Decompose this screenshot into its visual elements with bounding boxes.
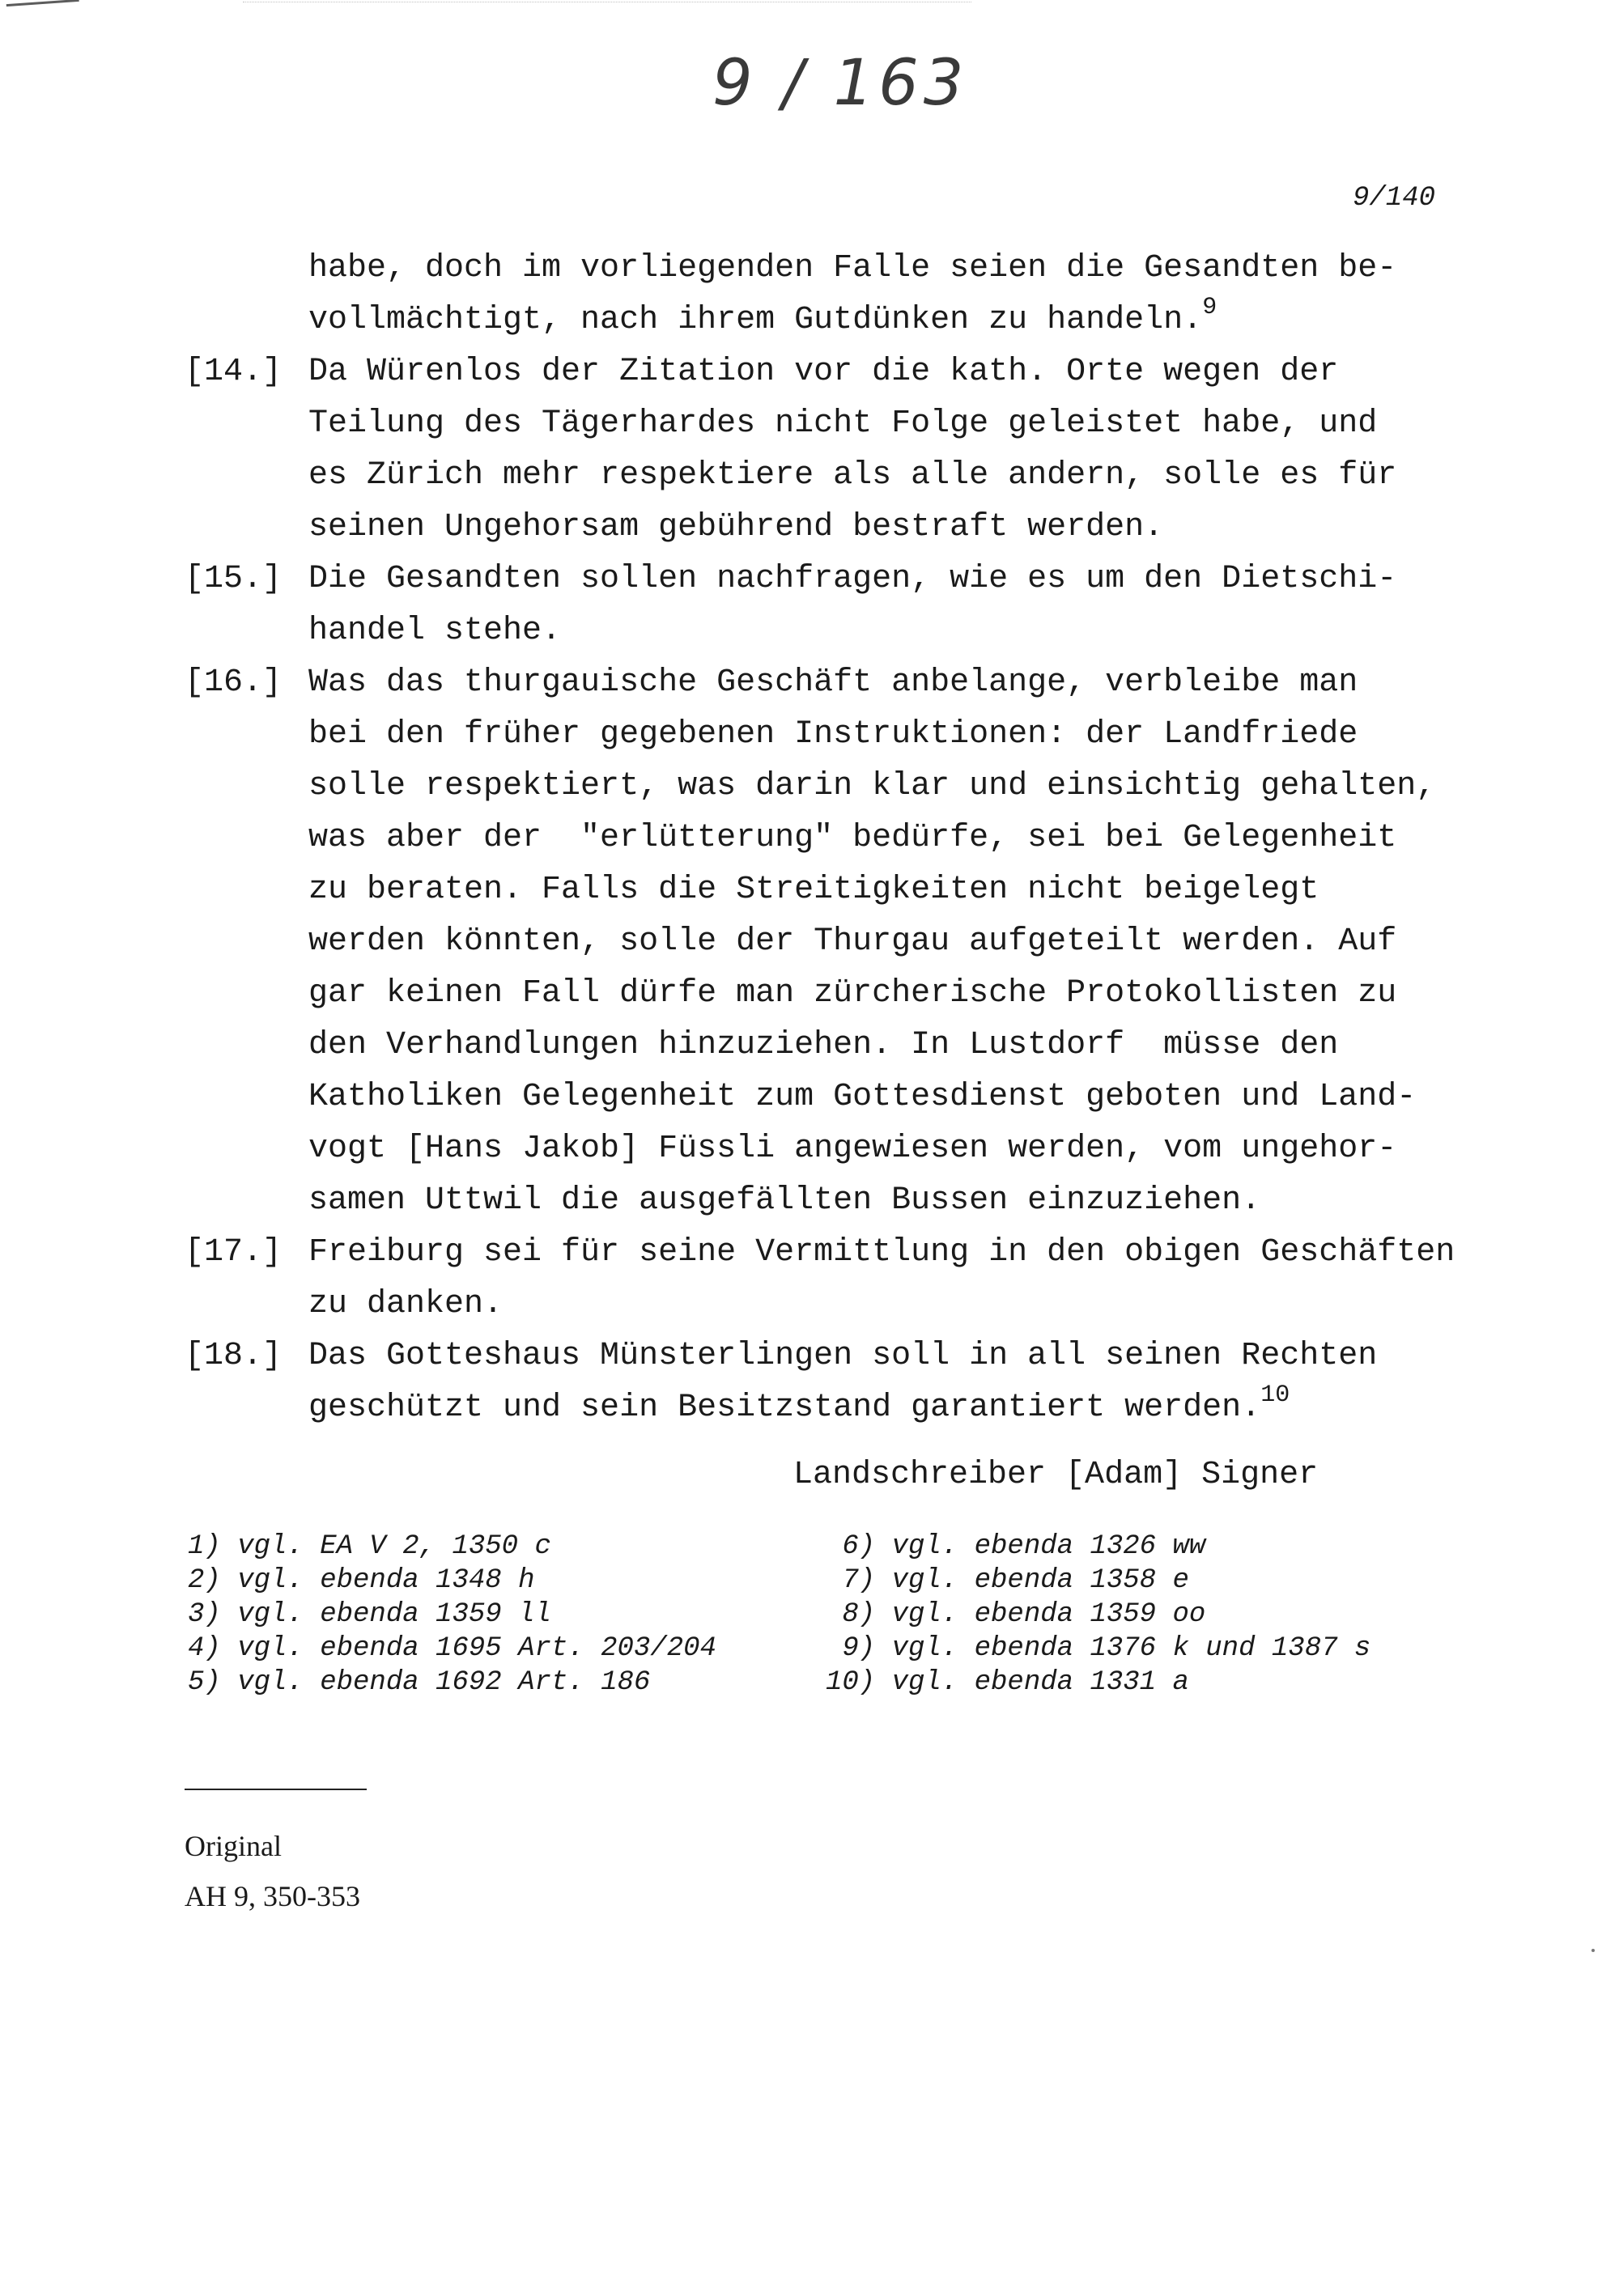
source-divider bbox=[185, 1789, 367, 1790]
footnotes-right bbox=[826, 1530, 1370, 1700]
text-line: werden könnten, solle der Thurgau aufgeteilt werden. Auf bbox=[308, 923, 1397, 960]
text-line: Was das thurgauische Geschäft anbelange, verbleibe man bbox=[308, 664, 1358, 701]
text-line: solle respektiert, was darin klar und einsichtig gehalten, bbox=[308, 768, 1436, 804]
text-line: gar keinen Fall dürfe man zürcherische Protokollisten zu bbox=[308, 975, 1397, 1012]
paragraph-number: [17.] bbox=[185, 1234, 283, 1271]
text-line: samen Uttwil die ausgefällten Bussen einzuziehen. bbox=[308, 1182, 1261, 1219]
text-line: Das Gotteshaus Münsterlingen soll in all seinen Rechten bbox=[308, 1338, 1378, 1374]
footnotes-left bbox=[188, 1530, 716, 1700]
footnote: 7) vgl. ebenda 1358 e bbox=[826, 1565, 1189, 1596]
footnote: 3) vgl. ebenda 1359 ll bbox=[188, 1599, 551, 1630]
text-line: Die Gesandten sollen nachfragen, wie es um den Dietschi- bbox=[308, 561, 1397, 597]
paragraph-15 bbox=[185, 554, 1480, 657]
source-reference bbox=[185, 1821, 360, 1921]
footnote: 6) vgl. ebenda 1326 ww bbox=[826, 1531, 1206, 1562]
text-line bbox=[308, 295, 1480, 346]
paragraph-16 bbox=[185, 657, 1480, 1227]
page-number: 9/140 bbox=[1352, 183, 1435, 214]
source-ref: AH 9, 350-353 bbox=[185, 1880, 360, 1912]
text-line: seinen Ungehorsam gebührend bestraft werden. bbox=[308, 509, 1164, 545]
paragraph-number: [14.] bbox=[185, 354, 283, 390]
paragraph-number: [18.] bbox=[185, 1338, 283, 1374]
footnote: 9) vgl. ebenda 1376 k und 1387 s bbox=[826, 1633, 1371, 1664]
scan-artifact-mark bbox=[6, 0, 80, 13]
text-line: habe, doch im vorliegenden Falle seien die Gesandten be- bbox=[308, 250, 1397, 286]
body-text bbox=[185, 243, 1480, 1434]
text-line: Katholiken Gelegenheit zum Gottesdienst geboten und Land- bbox=[308, 1079, 1417, 1115]
paragraph-14 bbox=[185, 346, 1480, 554]
footnote: 2) vgl. ebenda 1348 h bbox=[188, 1565, 535, 1596]
scan-artifact-dot bbox=[1591, 1949, 1595, 1952]
text-line: den Verhandlungen hinzuziehen. In Lustdorf müsse den bbox=[308, 1027, 1339, 1063]
footnote-ref: 10 bbox=[1260, 1381, 1290, 1409]
footnote: 8) vgl. ebenda 1359 oo bbox=[826, 1599, 1206, 1630]
text-line: Freiburg sei für seine Vermittlung in den obigen Geschäften bbox=[308, 1234, 1455, 1271]
paragraph-18 bbox=[185, 1330, 1480, 1434]
text-line: es Zürich mehr respektiere als alle andern, solle es für bbox=[308, 457, 1397, 494]
text-line: handel stehe. bbox=[308, 613, 562, 649]
paragraph-number: [16.] bbox=[185, 664, 283, 701]
footnote: 1) vgl. EA V 2, 1350 c bbox=[188, 1531, 551, 1562]
footnote: 4) vgl. ebenda 1695 Art. 203/204 bbox=[188, 1633, 716, 1664]
footnote: 10) vgl. ebenda 1331 a bbox=[826, 1667, 1189, 1698]
paragraph-number: [15.] bbox=[185, 561, 283, 597]
text-line: zu danken. bbox=[308, 1286, 504, 1322]
source-label: Original bbox=[185, 1830, 282, 1862]
text-line: was aber der "erlütterung" bedürfe, sei bei Gelegenheit bbox=[308, 820, 1397, 856]
paragraph-continuation bbox=[185, 243, 1480, 346]
text-line: zu beraten. Falls die Streitigkeiten nicht beigelegt bbox=[308, 872, 1319, 908]
footnote: 5) vgl. ebenda 1692 Art. 186 bbox=[188, 1667, 651, 1698]
text-line-content: vollmächtigt, nach ihrem Gutdünken zu handeln. bbox=[308, 302, 1203, 338]
text-line: bei den früher gegebenen Instruktionen: der Landfriede bbox=[308, 716, 1358, 753]
text-line: Teilung des Tägerhardes nicht Folge geleistet habe, und bbox=[308, 405, 1378, 442]
paragraph-17 bbox=[185, 1227, 1480, 1330]
footnote-ref: 9 bbox=[1202, 293, 1217, 321]
text-line-content: geschützt und sein Besitzstand garantiert werden. bbox=[308, 1390, 1261, 1426]
text-line: vogt [Hans Jakob] Füssli angewiesen werden, vom ungehor- bbox=[308, 1131, 1397, 1167]
handwritten-page-number: 9 / 163 bbox=[712, 47, 969, 120]
signature: Landschreiber [Adam] Signer bbox=[793, 1457, 1319, 1493]
text-line: Da Würenlos der Zitation vor die kath. Orte wegen der bbox=[308, 354, 1339, 390]
text-line bbox=[308, 1382, 1480, 1434]
scan-artifact-specks bbox=[243, 2, 971, 7]
